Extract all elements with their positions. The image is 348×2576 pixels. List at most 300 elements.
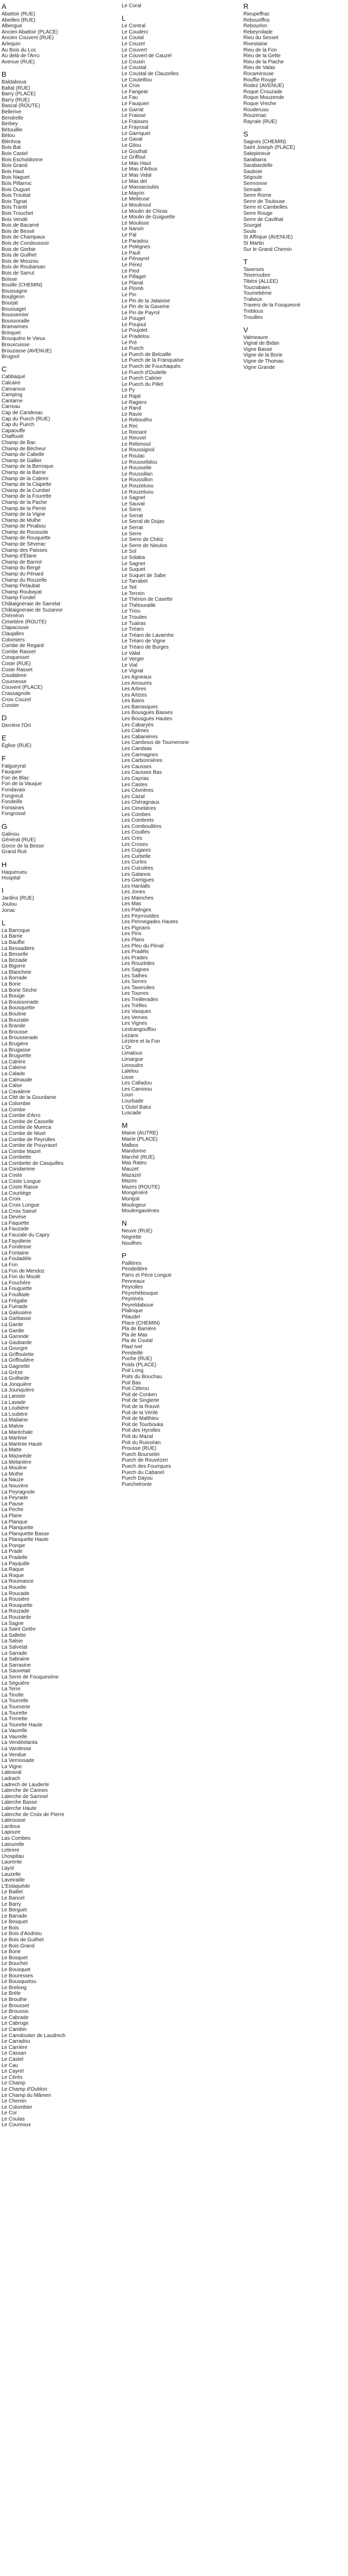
street-name: Lebrere [2,1848,20,1854]
street-name: Le Py [122,387,135,394]
street-name: Le Sol [122,549,137,555]
street-name: La Matte [2,1447,22,1453]
street-name: La Vigne [2,1764,22,1770]
street-name: Luscade [122,1110,141,1116]
street-name: Roque Vreche [243,100,276,107]
street-name: Bois Trouchet [2,211,34,216]
street-name: Croix Couzel [2,697,31,703]
street-name: Le Triou [122,608,141,615]
street-name: Châtaigneraie de Sarrelat [2,601,60,607]
street-name: Les Pins [122,931,142,937]
street-name: Rieu de la Piache [243,59,284,65]
section-letter: P [122,1251,127,1260]
street-name: La Coste [2,1173,23,1179]
street-name: Les Jones [122,889,145,895]
street-name: St Martin [243,240,264,246]
street-name: Champ de la Caleire [2,476,49,482]
street-name: Pilaudel [122,1314,140,1320]
street-name: La Sallette [2,1632,26,1638]
street-name: La Peyragnole [2,1489,35,1495]
street-name: Bois de Condoussoir [2,240,49,246]
street-name: Les Cayrias [122,776,149,782]
street-name: Les Cazal [122,793,145,800]
street-name: Las Combes [2,1835,31,1841]
street-name: La Prade [2,1549,23,1555]
street-name: Le Reinarè [122,429,147,435]
street-name: Les Chéragnaux [122,800,160,806]
street-name: Lestrangouffou [122,1026,156,1032]
street-name: La Courtiège [2,1190,31,1196]
street-list [2,895,79,913]
street-name: La Salvetat [2,1644,28,1650]
street-name: Le Gitou [122,143,141,149]
street-name: Les Caminou [122,1086,152,1092]
street-name: Bois Trantil [2,205,27,211]
street-list [2,11,79,65]
street-name: Le Suquet [122,567,145,573]
street-name: Latourelle [2,1841,24,1848]
index-column-2 [122,2,199,1493]
street-name: Bois Pillarroc [2,181,32,187]
street-name: Le Garriquet [122,130,151,137]
street-name: Lauzelle [2,1871,21,1877]
street-name: Les Arbres [122,686,146,692]
street-name: Le Pal [122,232,137,238]
street-name: Bois Naguet [2,175,30,181]
street-name: Le Bouresses [2,1973,34,1979]
street-name: Pla de Mas [122,1332,148,1338]
street-name: Le Couvert [122,47,147,53]
street-name: Albergue [2,23,23,29]
street-name: La Brugasse [2,1047,31,1053]
street-name: Le Meileuse [122,196,150,202]
street-name: Toumebème [243,291,272,297]
section-letter: S [243,129,248,138]
street-name: Capaouffe [2,428,25,434]
street-name: Pla de Barrière [122,1326,156,1332]
street-name: La Bruguette [2,1053,31,1059]
street-name: Le Griffoul [122,155,145,161]
street-name: La Frégalie [2,1298,28,1304]
street-name: Hospital [2,875,21,882]
street-name: Les Amoures [122,680,152,686]
street-name: Le Coral [122,3,141,9]
street-list [2,928,79,2128]
street-name: Le Rieuvel [122,435,146,442]
street-name: Falgueyrat [2,763,26,769]
street-name: La Borrade [2,975,27,981]
street-name: Poit des Hyrolles [122,1428,161,1434]
street-name: Mongénéré [122,1190,148,1196]
street-name: Baltal (RUE) [2,85,30,91]
street-name: La Fontaine [2,1250,29,1256]
street-name: Avenue (RUE) [2,59,35,65]
street-name: La Vaurelle [2,1734,27,1740]
street-name: Le Pin de la Gaveine [122,304,170,310]
street-name: Abattoir (RUE) [2,11,36,17]
street-name: La Garonde [2,1334,29,1340]
street-name: Les Cimetières [122,805,156,811]
street-name: Le Sauval [122,501,145,507]
street-name: Champ du Bergé [2,565,41,571]
street-name: Les Tourres [122,991,149,997]
street-list [2,374,79,708]
street-name: Les Pradéls [122,949,149,955]
street-name: Le Tréaro de Vigne [122,638,165,645]
street-name: Pendeillé [122,1350,143,1356]
street-name: La Faquette [2,1220,29,1226]
street-name: Champ des Paisses [2,547,47,553]
index-section [2,2,79,65]
street-name: Les Causses Bas [122,770,162,776]
street-name: Les Curtes [122,859,147,866]
street-name: La Peyrade [2,1495,28,1501]
street-name: Le Rebouilho [122,417,152,423]
street-name: Limargue [122,1056,143,1062]
street-name: La Nauze [2,1477,24,1483]
street-name: Peyrières [122,1296,144,1302]
street-name: Poit de Tourbouka [122,1421,163,1428]
index-section [2,754,79,817]
street-name: La Béziade [2,957,28,963]
street-name: La Vandesse [2,1746,31,1752]
street-name: Lourbade [122,1098,144,1105]
street-name: Boisse [2,276,18,282]
street-name: Bétou [2,133,15,139]
street-name: Lalerche Basse [2,1800,37,1806]
street-name: Coste (RUE) [2,660,31,667]
street-name: Le Castel [2,2056,24,2062]
street-name: Saint Joseph (PLACE) [243,145,295,151]
street-name: La Séguière [2,1680,29,1686]
street-name: Le Plomb [122,286,144,292]
street-name: Pendeillère [122,1266,148,1273]
street-name: Combe de Regard [2,643,44,649]
street-name: Les Galanos [122,871,151,877]
street-name: Laurente [2,1859,22,1866]
street-name: Bois de Guilhet [2,252,37,259]
street-name: La Bouige [2,993,25,999]
street-name: Châtaigneraie de Suzanne [2,607,63,613]
street-name: L'Or [122,1044,131,1050]
street-name: Le Brouthe [2,1997,27,2003]
section-letter: F [2,754,6,762]
street-name: Le Gouthat [122,148,147,155]
street-name: La Pradelle [2,1555,28,1561]
street-name: Serre de Toulouse [243,198,285,205]
street-name: La Brousse [2,1029,28,1035]
street-name: Le Roussillan [122,471,153,477]
street-name: La Vaurelle [2,1728,27,1734]
street-name: Rouzenac [243,113,267,119]
street-name: La Maréchale [2,1429,33,1435]
street-name: Lalelou [122,1069,139,1075]
street-name: Général (RUE) [2,837,36,843]
index-section [2,734,79,749]
street-name: Le Moulinoul [122,202,151,208]
street-name: Berbey [2,121,18,127]
section-letter: C [2,365,7,374]
street-name: La Griffoulière [2,1358,34,1364]
street-name: Les Comboullées [122,823,162,829]
street-name: Le Sagnet [122,495,145,501]
street-name: Champ de Bécheur [2,446,46,452]
street-name: Le Solaba [122,555,145,561]
street-name: Les Combrets [122,818,154,824]
street-name: Les Artizes [122,692,147,698]
street-name: Le Chemin [2,2098,27,2105]
street-name: La Martinie Haute [2,1441,42,1447]
street-name: Abeilles (RUE) [2,17,36,23]
street-name: Le Coustal de Clauzelles [122,71,179,77]
street-name: Le Tarrabet [122,579,148,585]
street-name: Les Pennegades Hautes [122,919,178,925]
street-name: Le Mas del [122,178,147,184]
street-name: Sarabardelle [243,163,273,169]
street-name: Rouffie Rouge [243,77,276,83]
street-name: La Combe de Mureca [2,1125,52,1131]
street-name: Le Garrat [122,107,144,113]
street-name: La Raque [2,1567,24,1573]
street-name: La Planquette Haute [2,1537,49,1543]
section-letter: V [243,325,248,334]
street-name: Le Pin [122,292,137,298]
street-name: Trouilles [243,314,263,320]
street-name: La Colombie [2,1100,31,1107]
street-name: Le Camdoutier de Laudrech [2,2032,65,2039]
street-name: La Garbasse [2,1316,31,1322]
index-section [243,130,321,252]
street-name: La Borie [2,981,21,988]
street-name: Champ du Rouzelle [2,577,47,583]
street-name: La Nouvère [2,1483,28,1489]
street-name: La Fouillade [2,1292,30,1298]
street-name: L'Outel Batui [122,1104,151,1110]
street-name: La Saint Gelée [2,1626,36,1633]
street-name: Puech de Rouvézen [122,1458,169,1464]
street-name: Puech du Cabanel [122,1469,164,1476]
street-list [2,723,79,729]
street-name: Le Cayrel [2,2069,24,2075]
street-name: Le Serrat [122,513,143,519]
street-name: Poit de la Vérilé [122,1410,158,1416]
street-name: Boussemier [2,312,29,318]
street-name: Le Serre de Chèiz [122,537,163,543]
street-name: Le Couderc [122,29,148,35]
street-name: Les Agneaux [122,674,152,680]
street-name: La Pause [2,1501,24,1507]
street-name: Sermonne [243,181,268,187]
street-name: Le Mayrin [122,190,144,196]
street-name: Le Champ [2,2080,26,2087]
street-name: La Combe de Peyrolles [2,1137,55,1143]
index-section [243,326,321,371]
street-name: Les Calmes [122,728,149,734]
street-name: Champ de Mulhe [2,517,41,523]
street-name: Penneaux [122,1278,145,1284]
street-name: Gorce de la Besse [2,843,44,849]
street-name: Les Calladou [122,1080,152,1087]
street-name: Labraval [2,1770,22,1776]
index-section [122,1121,199,1214]
street-name: Bramarines [2,324,28,330]
street-name: Rieu de la Fon [243,47,277,53]
street-name: Le Ravie [122,411,142,417]
street-name: Rivestaine [243,41,268,47]
street-name: La Combe de Casselle [2,1118,54,1125]
street-name: La Vendéelanta [2,1740,38,1746]
index-section [2,714,79,729]
street-name: Le Brèle [2,1991,21,1997]
street-name: Le Pauli [122,250,141,256]
street-name: Lalerche Haute [2,1806,37,1811]
street-name: Le Paradou [122,238,148,244]
street-name: Le Couvert de Cauzel [122,53,172,59]
street-name: La Trenette [2,1716,28,1722]
street-name: Place (CHEMIN) [122,1320,160,1326]
street-name: Bois de Mouzou [2,258,39,264]
street-list [2,743,79,749]
street-name: La Coste Rasse [2,1184,39,1191]
street-name: Les Combes [122,811,151,818]
street-name: Lisse [122,1074,134,1080]
street-name: La Laniste [2,1394,26,1400]
street-name: Rebourlon [243,23,268,29]
street-name: Moulengaviènes [122,1208,159,1214]
street-name: Barry (RUE) [2,97,30,103]
street-name: Bois Grand [2,163,28,169]
street-name: Les Crès [122,835,143,841]
street-name: Lézière et la Fon [122,1039,160,1045]
street-name: Le Barry [2,1901,21,1907]
street-name: Tibéni (ALLEE) [243,278,278,284]
street-name: Le Roussignol [122,447,155,453]
street-name: Fon de Blac [2,775,29,781]
street-name: La Salsie [2,1638,23,1645]
street-name: La Combe de Pouyrasel [2,1143,57,1149]
street-name: Bois Tignat [2,198,27,205]
street-name: Valmeaure [243,334,268,341]
street-name: Fondavaix [2,787,26,793]
index-column-1 [2,2,79,2133]
street-name: Sagnes (CHEMIN) [243,139,286,145]
street-name: Le Fangeat [122,89,148,95]
street-name: La Grèze [2,1369,23,1376]
street-name: Roque Mouzende [243,95,284,101]
street-name: Le Pillaget [122,274,146,280]
street-name: La Combe Mazel [2,1148,41,1155]
street-name: Le Narsin [122,226,144,232]
street-name: Loun [122,1092,134,1098]
street-name: Le Planal [122,280,143,286]
street-name: Clapacouse [2,625,29,631]
street-name: Mairie (PLACE) [122,1137,158,1143]
street-name: Les Plans [122,937,144,943]
street-name: Bois de Roubarsan [2,264,46,270]
street-name: Le Puech de Belcaille [122,351,172,358]
street-name: Brugnol [2,354,20,360]
street-name: Barry (PLACE) [2,91,36,97]
street-list [122,1261,199,1488]
street-name: Rodez (AVENUE) [243,83,284,89]
street-name: Le Brelong [2,1985,27,1991]
street-name: Salepimeuir [243,151,271,157]
street-name: Le Carrière [2,2044,28,2050]
street-name: Cap du Puech (RUE) [2,416,50,422]
street-name: Bourjat [2,300,18,306]
street-name: La Planquette Basse [2,1531,49,1537]
street-name: Colomiers [2,637,25,643]
street-name: La Tourrelle [2,1698,29,1704]
street-name: La Lavade [2,1399,26,1405]
street-list [243,335,321,371]
street-name: La Gardie [2,1328,24,1334]
street-name: Le Bousquetou [2,1979,37,1985]
street-name: Fondeille [2,799,23,805]
street-name: Rouderusu [243,107,269,113]
street-name: Rieu du Sesset [243,35,278,41]
street-name: Cimetière (ROUTE) [2,619,47,625]
street-name: Champ de Gallier [2,457,42,464]
index-section [122,14,199,1116]
street-name: Ségoule [243,175,262,181]
street-name: Le Brousset [2,2003,29,2009]
street-name: La Condamine [2,1166,36,1173]
street-name: Le Rec [122,423,138,429]
street-name: Champ de Rouquette [2,535,51,541]
street-list [243,139,321,252]
street-name: Les Cabaryès [122,722,154,728]
street-name: Couvent (PLACE) [2,685,43,691]
street-name: Bois de Bessé [2,228,35,234]
street-name: Negrette [122,1234,142,1240]
index-section [2,886,79,913]
street-name: Le Poujoul [122,321,146,328]
street-name: La Gourgre [2,1346,28,1352]
street-name: Sur le Grand Chemin [243,246,292,252]
street-name: La Croix Longue [2,1202,40,1209]
street-name: La Roucade [2,1590,29,1597]
street-name: Lardoux [2,1823,21,1829]
street-name: Le Rouzeluou [122,489,154,495]
street-name: Champ de la Barrie [2,469,46,476]
street-name: Prousse (RUE) [122,1446,157,1452]
street-name: La Coste Longue [2,1178,41,1184]
street-name: Layol [2,1865,14,1871]
street-name: Le Rand [122,405,141,412]
street-name: Le Puech de la Franquaïse [122,358,184,364]
street-name: Les Vignes [122,1021,147,1027]
street-name: Conquesset [2,655,29,661]
street-name: L'Estaquède [2,1883,30,1889]
street-name: La Fayollerie [2,1238,31,1244]
street-name: Serre et Cambelles [243,205,288,211]
street-name: Le Couteillou [122,77,152,83]
street-name: Serre de Cavilhat [243,216,284,223]
street-name: La Malvie [2,1423,24,1429]
street-name: Fontaines [2,805,24,811]
street-name: Coudalene [2,673,27,679]
street-name: Le Serrat [122,525,143,531]
street-name: Le Rousselle [122,465,152,471]
street-name: Le Berguet [2,1907,27,1913]
street-name: La Planquette [2,1525,34,1531]
index-section [122,1251,199,1488]
street-name: Fongreuil [2,793,23,799]
street-name: La Cité de la Gourdame [2,1095,57,1101]
street-name: Le Fauquier [122,100,150,107]
street-name: Mazes (ROUTE) [122,1184,160,1190]
